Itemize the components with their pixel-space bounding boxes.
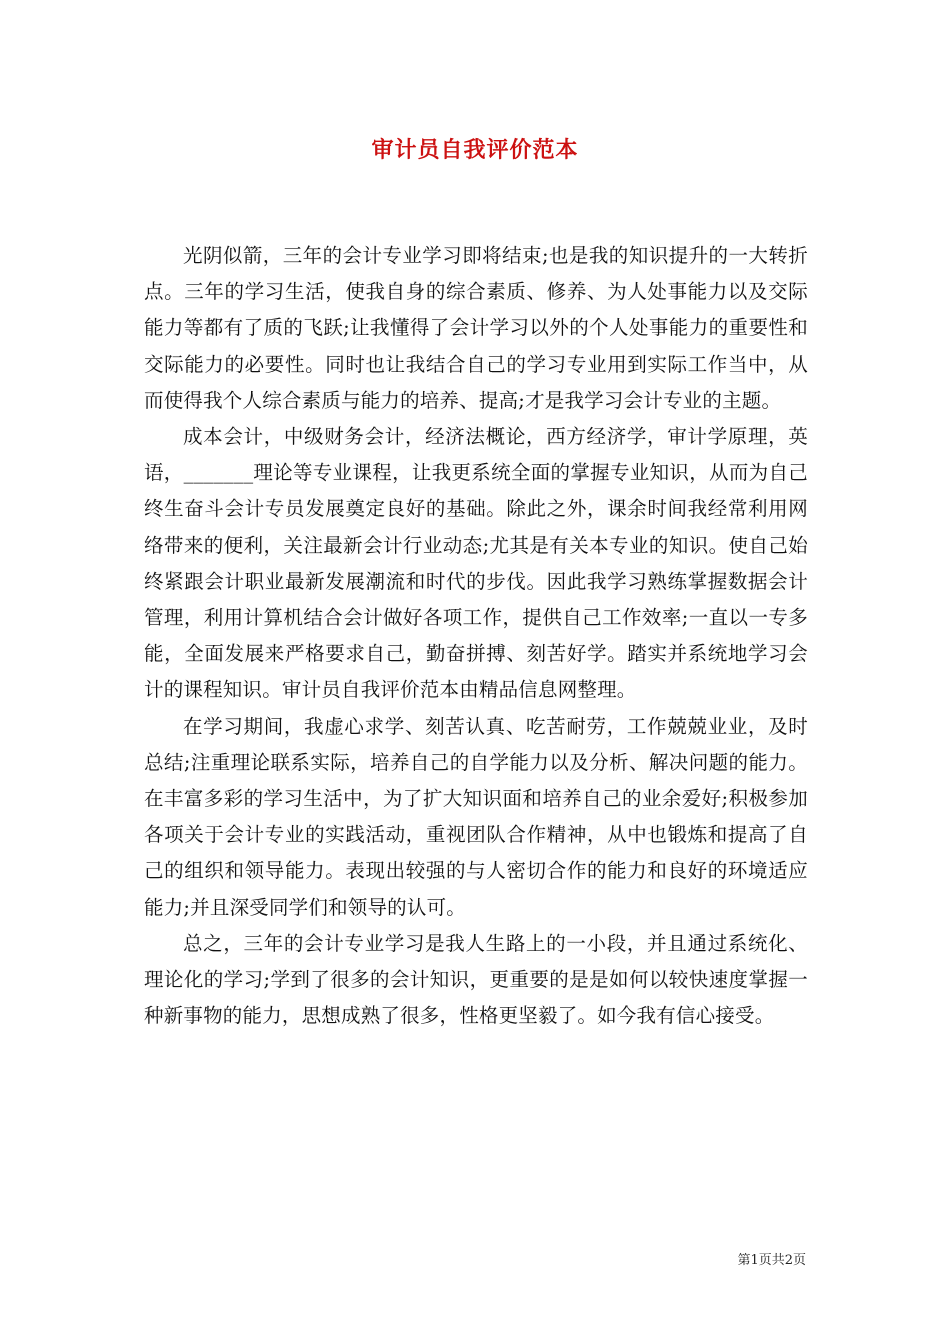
document-body — [144, 238, 808, 1034]
paragraph-1: 光阴似箭，三年的会计专业学习即将结束;也是我的知识提升的一大转折点。三年的学习生活，使我自身的综合素质、修养、为人处事能力以及交际能力等都有了质的飞跃;让我懂得了会计学习以外的个人处事能力的重要性和交际能力的必要性。同时也让我结合自己的学习专业用到实际工作当中，从而使得我个人综合素质与能力的培养、提高;才是我学习会计专业的主题。 — [144, 244, 808, 412]
paragraph-4: 总之，三年的会计专业学习是我人生路上的一小段，并且通过系统化、理论化的学习;学到了很多的会计知识，更重要的是是如何以较快速度掌握一种新事物的能力，思想成熟了很多，性格更坚毅了。如今我有信心接受。 — [144, 931, 808, 1028]
page-number-footer: 第1页共2页 — [737, 1253, 806, 1268]
paragraph-2: 成本会计，中级财务会计，经济法概论，西方经济学，审计学原理，英语，_______理论等专业课程，让我更系统全面的掌握专业知识，从而为自己终生奋斗会计专员发展奠定良好的基础。除此之外，课余时间我经常利用网络带来的便利，关注最新会计行业动态;尤其是有关本专业的知识。使自己始终紧跟会计职业最新发展潮流和时代的步伐。因此我学习熟练掌握数据会计管理，利用计算机结合会计做好各项工作，提供自己工作效率;一直以一专多能，全面发展来严格要求自己，勤奋拼搏、刻苦好学。踏实并系统地学习会计的课程知识。审计员自我评价范本由精品信息网整理。 — [144, 425, 808, 702]
document-title: 审计员自我评价范本 — [371, 137, 579, 163]
paragraph-3: 在学习期间，我虚心求学、刻苦认真、吃苦耐劳，工作兢兢业业，及时总结;注重理论联系实际，培养自己的自学能力以及分析、解决问题的能力。在丰富多彩的学习生活中，为了扩大知识面和培养自己的业余爱好;积极参加各项关于会计专业的实践活动，重视团队合作精神，从中也锻炼和提高了自己的组织和领导能力。表现出较强的与人密切合作的能力和良好的环境适应能力;并且深受同学们和领导的认可。 — [144, 714, 808, 919]
